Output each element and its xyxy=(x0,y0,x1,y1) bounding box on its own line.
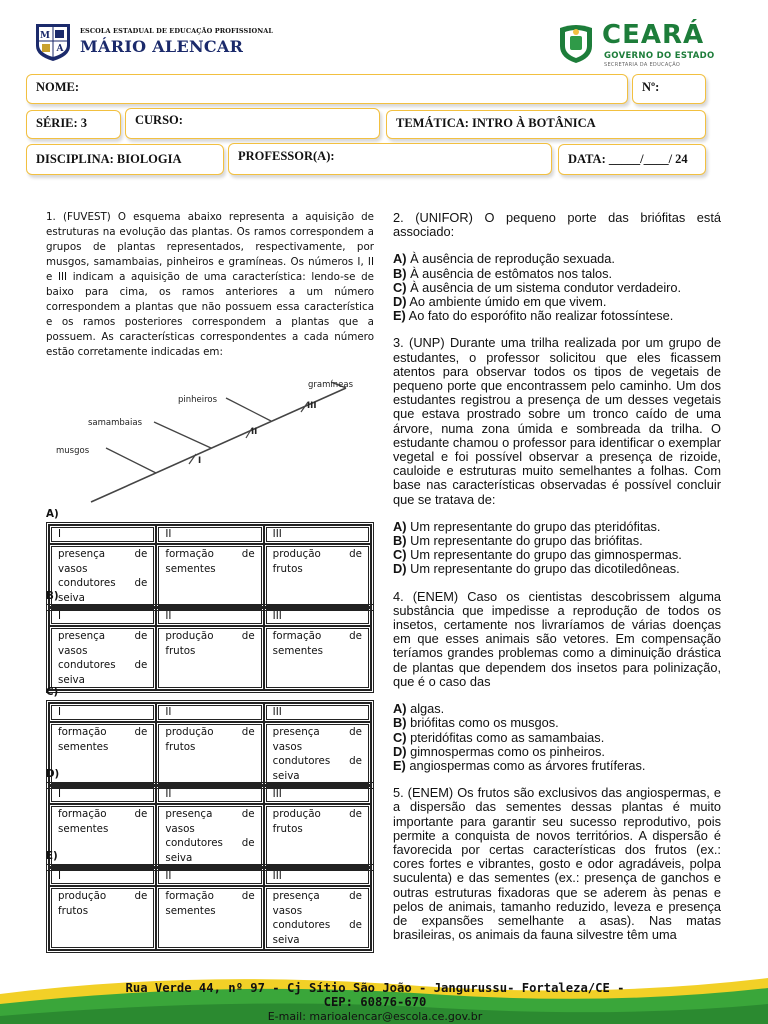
header-iii: III xyxy=(264,703,371,722)
q1-option-d-label[interactable]: D) xyxy=(46,768,60,780)
name-field[interactable] xyxy=(26,74,628,104)
cell-i: formação de sementes xyxy=(49,804,156,868)
cell-iii: produção de frutos xyxy=(264,544,371,608)
label-samambaias: samambaias xyxy=(88,418,143,428)
question-2-stem: 2. (UNIFOR) O pequeno porte das briófitas está associado: xyxy=(393,210,721,240)
right-column xyxy=(393,211,721,942)
q3-option-c[interactable]: C) Um representante do grupo das gimnospermas. xyxy=(393,547,682,563)
header-i: I xyxy=(49,785,156,804)
header-ii: II xyxy=(156,607,263,626)
number-field[interactable] xyxy=(632,74,706,104)
teacher-field[interactable] xyxy=(228,143,552,175)
q3-option-d[interactable]: D) Um representante do grupo das dicotiledôneas. xyxy=(393,561,680,577)
cell-iii: presença de vasos condutores de seiva xyxy=(264,722,371,786)
header-iii: III xyxy=(264,607,371,626)
footer-address: Rua Verde 44, nº 97 - Cj Sítio São João - Jangurussu- Fortaleza/CE - CEP: 60876-670 xyxy=(125,981,625,1009)
q4-option-b[interactable]: B) briófitas como os musgos. xyxy=(393,715,559,731)
discipline-label: DISCIPLINA: BIOLOGIA xyxy=(36,152,182,166)
branch-musgos xyxy=(106,448,156,473)
crest-letter-m: M xyxy=(40,31,50,41)
school-crest-logo xyxy=(34,22,72,62)
header-ii: II xyxy=(156,703,263,722)
q4-option-d[interactable]: D) gimnospermas como os pinheiros. xyxy=(393,743,605,759)
q2-option-a[interactable]: A) À ausência de reprodução sexuada. xyxy=(393,251,615,267)
date-field[interactable] xyxy=(558,144,706,175)
cell-ii: formação de sementes xyxy=(156,886,263,950)
q2-option-d[interactable]: D) Ao ambiente úmido em que vivem. xyxy=(393,294,607,310)
mark-i: I xyxy=(198,456,202,466)
date-label: DATA: _____/____/ 24 xyxy=(568,152,688,166)
cell-ii: presença de vasos condutores de seiva xyxy=(156,804,263,868)
header-iii: III xyxy=(264,525,371,544)
q4-option-c[interactable]: C) pteridófitas como as samambaias. xyxy=(393,729,605,745)
header-iii: III xyxy=(264,785,371,804)
cell-i: presença de vasos condutores de seiva xyxy=(49,626,156,690)
label-pinheiros: pinheiros xyxy=(178,395,218,405)
branch-samambaias xyxy=(154,422,211,448)
serie-field[interactable] xyxy=(26,110,121,139)
school-type: ESCOLA ESTADUAL DE EDUCAÇÃO PROFISSIONAL xyxy=(80,27,274,35)
mark-iii: III xyxy=(307,401,317,411)
evolution-cladogram xyxy=(46,370,376,510)
header-ii: II xyxy=(156,525,263,544)
q1-option-c-label[interactable]: C) xyxy=(46,686,59,698)
cell-iii: formação de sementes xyxy=(264,626,371,690)
cell-iii: presença de vasos condutores de seiva xyxy=(264,886,371,950)
serie-label: SÉRIE: 3 xyxy=(36,116,88,130)
label-gramineas: gramíneas xyxy=(308,380,353,390)
q3-option-a[interactable]: A) Um representante do grupo das pteridófitas. xyxy=(393,518,661,534)
cell-i: formação de sementes xyxy=(49,722,156,786)
question-3-stem: 3. (UNP) Durante uma trilha realizada por um grupo de estudantes, o professor solicitou que eles ficassem atentos para observar todos os tipos de vegetais de pequeno porte que encontrassem pelo caminho. Um dos estudantes registrou a presença de um desses vegetais que estava prostrado sobre um tronco caído de uma árvore, numa zona úmida e sombreada da trilha. O estudante chamou o professor para identificar o exemplar vegetal e foi possível observar a presença de rizoide, cauloide e estruturas muito semelhantes a folhas. Com base nas características observadas é possível concluir que se tratava de: xyxy=(393,335,721,507)
gov-title: CEARÁ xyxy=(602,20,705,50)
cell-ii: formação de sementes xyxy=(156,544,263,608)
mark-line-i xyxy=(189,454,196,464)
cell-iii: produção de frutos xyxy=(264,804,371,868)
label-musgos: musgos xyxy=(56,446,90,456)
topic-field[interactable] xyxy=(386,110,706,139)
cell-ii: produção de frutos xyxy=(156,626,263,690)
q1-option-e-label[interactable]: E) xyxy=(46,850,58,862)
q1-option-a-label[interactable]: A) xyxy=(46,508,59,520)
q1-option-b-table[interactable] xyxy=(46,604,374,693)
cell-ii: produção de frutos xyxy=(156,722,263,786)
header-i: I xyxy=(49,867,156,886)
q2-option-c[interactable]: C) À ausência de um sistema condutor verdadeiro. xyxy=(393,279,682,295)
header-i: I xyxy=(49,607,156,626)
q1-option-d-table[interactable] xyxy=(46,782,374,871)
teacher-label: PROFESSOR(A): xyxy=(238,149,335,163)
school-name: MÁRIO ALENCAR xyxy=(80,37,244,56)
topic-label: TEMÁTICA: INTRO À BOTÂNICA xyxy=(396,116,596,130)
footer-email[interactable]: E-mail: marioalencar@escola.ce.gov.br xyxy=(267,1010,483,1023)
q3-option-b[interactable]: B) Um representante do grupo das briófitas. xyxy=(393,533,643,549)
ceara-coat-of-arms-icon xyxy=(556,22,596,64)
crest-letter-a: A xyxy=(56,44,64,54)
q4-option-a[interactable]: A) algas. xyxy=(393,701,445,717)
number-label: Nº: xyxy=(642,80,660,94)
gov-secretariat: SECRETARIA DA EDUCAÇÃO xyxy=(604,62,681,68)
question-1-stem: 1. (FUVEST) O esquema abaixo representa a aquisição de estruturas na evolução das plantas. Os ramos correspondem a grupos de plantas representados, respectivamente, por musgos, samambaias, pinheiros e gramíneas. Os números I, II e III indicam a aquisição de uma característica: lendo-se de baixo para cima, os ramos anteriores a um número correspondem a plantas que não possuem essa característica e os ramos posteriores correspondem a plantas que a possuem. As características correspondentes a cada número estão corretamente indicadas em: xyxy=(46,211,374,358)
header-iii: III xyxy=(264,867,371,886)
mark-ii: II xyxy=(251,427,258,437)
header-ii: II xyxy=(156,785,263,804)
q4-option-e[interactable]: E) angiospermas como as árvores frutíferas. xyxy=(393,757,646,773)
cell-i: produção de frutos xyxy=(49,886,156,950)
q1-option-e-table[interactable] xyxy=(46,864,374,953)
header-ii: II xyxy=(156,867,263,886)
name-label: NOME: xyxy=(36,80,80,94)
q1-option-b-label[interactable]: B) xyxy=(46,590,59,602)
cell-i: presença de vasos condutores de seiva xyxy=(49,544,156,608)
q2-option-b[interactable]: B) À ausência de estômatos nos talos. xyxy=(393,265,613,281)
branch-pinheiros xyxy=(226,398,271,421)
course-label: CURSO: xyxy=(135,113,183,127)
question-5-stem: 5. (ENEM) Os frutos são exclusivos das angiospermas, e a dispersão das sementes dessas plantas é muito importante para garantir seu sucesso reprodutivo, pois permite a conquista de novos territórios. A dispersão é favorecida por certas características dos frutos (ex.: cores fortes e vibrantes, gosto e odor agradáveis, polpa suculenta) e das sementes (ex.: presença de ganchos e outras estruturas fixadoras que se aderem às penas e pelos de animais, tamanho reduzido, leveza e presença de expansões semelhante a asas). Nas matas brasileiras, os animais da fauna silvestre têm uma xyxy=(393,785,721,943)
discipline-field[interactable] xyxy=(26,144,224,175)
header-i: I xyxy=(49,703,156,722)
course-field[interactable] xyxy=(125,108,380,139)
header-i: I xyxy=(49,525,156,544)
q1-option-a-table[interactable] xyxy=(46,522,374,611)
q1-option-c-table[interactable] xyxy=(46,700,374,789)
q2-option-e[interactable]: E) Ao fato do esporófito não realizar fotossíntese. xyxy=(393,308,674,324)
gov-subtitle: GOVERNO DO ESTADO xyxy=(604,51,715,61)
question-4-stem: 4. (ENEM) Caso os cientistas descobrissem alguma substância que impedisse a reprodução de todos os insetos, certamente nos livraríamos de várias doenças em que esses animais são vetores. Em compensação teríamos grandes problemas como a diminuição drástica de plantas que dependem dos insetos para polinização, que é o caso das xyxy=(393,588,721,689)
